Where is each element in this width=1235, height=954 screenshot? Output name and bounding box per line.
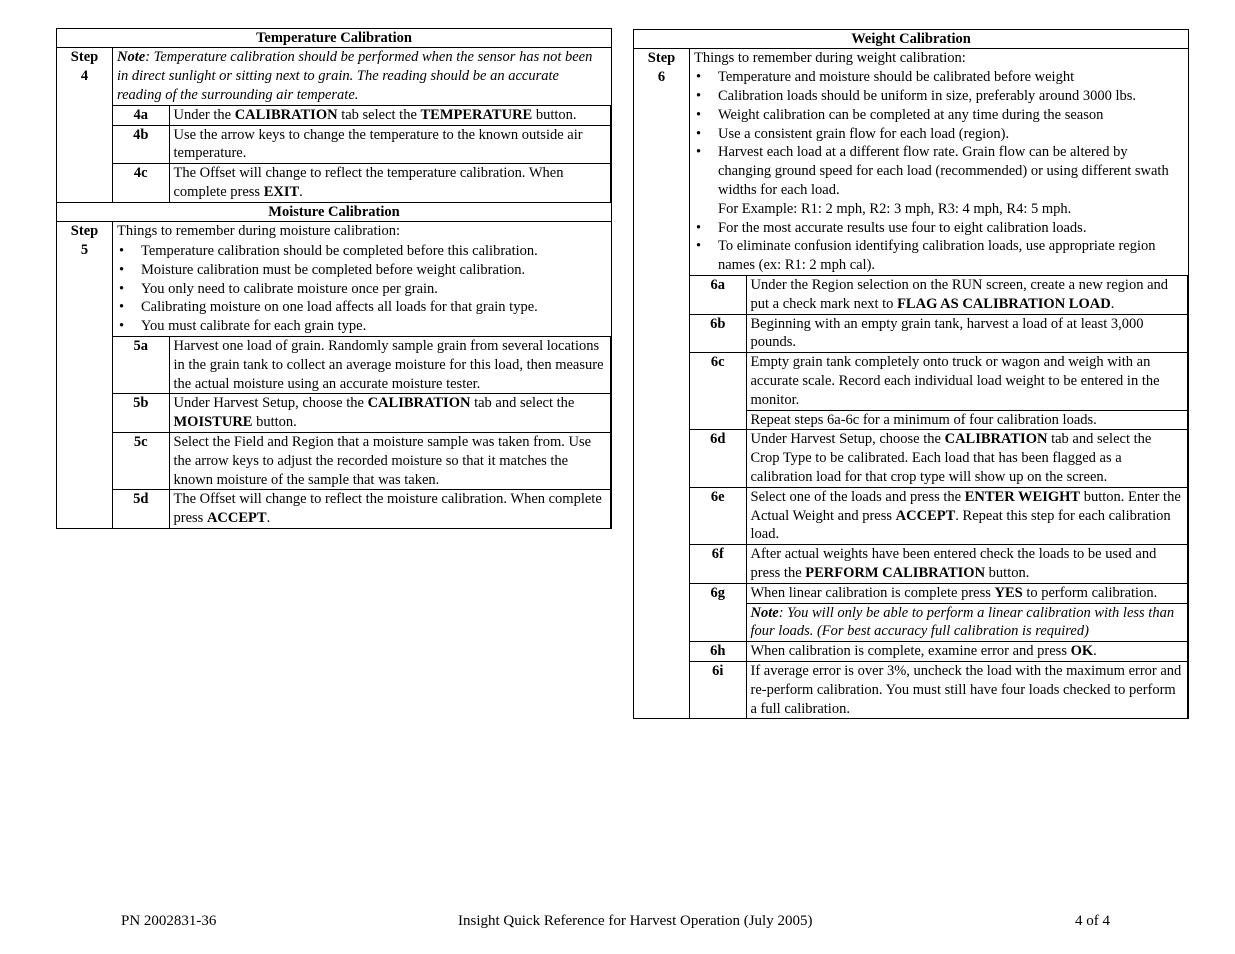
substep-text: When calibration is complete, examine error and press OK. [746,642,1188,662]
bullet-item: • For the most accurate results use four to eight calibration loads. [690,219,1184,238]
bold-term: ACCEPT [206,510,267,527]
step-4-label [57,48,113,202]
substep-extra-text: Repeat steps 6a-6c for a minimum of four calibration loads. [746,410,1188,430]
substep-label: 4c [113,164,169,202]
moisture-calibration-title: Moisture Calibration [57,202,612,221]
bold-term: MOISTURE [173,414,253,431]
substep-row-6d [690,430,1188,487]
bullet-item: • Calibrating moisture on one load affects all loads for that grain type. [113,298,607,317]
bold-term: CALIBRATION [944,431,1048,448]
note-label: Note [117,49,146,66]
example-text: For Example: R1: 2 mph, R2: 3 mph, R3: 4 mph, R4: 5 mph. [718,200,1072,217]
note-text: : Temperature calibration should be performed when the sensor has not been in direct sunlight or sitting next to grain. The reading should be an accurate reading of the surrounding air temperate. [117,49,593,103]
bold-term: CALIBRATION [367,395,471,412]
substep-text: Beginning with an empty grain tank, harvest a load of at least 3,000 pounds. [746,314,1188,353]
substep-row-6e [690,487,1188,544]
substep-text: The Offset will change to reflect the moisture calibration. When complete press ACCEPT. [169,490,611,528]
moisture-substeps [113,336,611,528]
bullet-item: • Temperature and moisture should be calibrated before weight [690,68,1184,87]
substep-label: 5a [113,336,169,393]
step-4-text: Step 4 [70,49,99,85]
bullet-item: • To eliminate confusion identifying calibration loads, use appropriate region names (ex: R1: 2 mph cal). [690,237,1184,275]
substep-label: 6f [690,545,746,584]
bold-term: PERFORM CALIBRATION [805,564,986,581]
bold-term: TEMPERATURE [420,106,533,123]
substep-text: Under Harvest Setup, choose the CALIBRATION tab and select the MOISTURE button. [169,394,611,433]
substep-label: 6g [690,583,746,641]
bold-term: FLAG AS CALIBRATION LOAD [897,295,1111,312]
temperature-note [113,48,611,104]
bullet-item: • Use a consistent grain flow for each load (region). [690,125,1184,144]
substep-label: 6h [690,642,746,662]
substep-row-6b [690,314,1188,353]
weight-bullet-list [690,68,1188,275]
substep-text: Use the arrow keys to change the temperature to the known outside air temperature. [169,125,611,164]
substep-note: Note: You will only be able to perform a linear calibration with less than four loads. (For best accuracy full calibration is required) [746,603,1188,642]
weight-table [633,29,1189,719]
substep-text: Harvest one load of grain. Randomly sample grain from several locations in the grain tank to collect an average moisture for this load, then measure the actual moisture using an accurate moisture tester. [169,336,611,393]
step-5-text: Step 5 [70,223,99,258]
substep-text: Under the CALIBRATION tab select the TEMPERATURE button. [169,105,611,125]
substep-row-6a [690,275,1188,314]
step-6-text: Step 6 [647,50,676,86]
substep-label: 5c [113,432,169,489]
substep-text: If average error is over 3%, uncheck the load with the maximum error and re-perform calibration. You must still have four loads checked to perform a full calibration. [746,661,1188,718]
step-5-label [57,222,113,529]
bold-term: ACCEPT [895,507,956,524]
substep-row-5d [113,490,611,528]
bold-term: EXIT [263,183,300,200]
substep-row-6i [690,661,1188,718]
temperature-moisture-table [56,28,612,529]
substep-row-4b [113,125,611,164]
substep-text: When linear calibration is complete press YES to perform calibration. [746,583,1188,603]
weight-intro: Things to remember during weight calibration: [694,50,966,67]
moisture-intro: Things to remember during moisture calibration: [117,223,401,240]
substep-label: 6d [690,430,746,487]
footer-doc-title: Insight Quick Reference for Harvest Operation (July 2005) [458,913,813,929]
substep-text: Under the Region selection on the RUN screen, create a new region and put a check mark next to FLAG AS CALIBRATION LOAD. [746,275,1188,314]
bullet-item: • Weight calibration can be completed at any time during the season [690,106,1184,125]
substep-row-5b [113,394,611,433]
substep-text: Select the Field and Region that a moisture sample was taken from. Use the arrow keys to adjust the recorded moisture so that it matches the known moisture of the sample that was taken. [169,432,611,489]
substep-row-5a [113,336,611,393]
substep-label: 6a [690,275,746,314]
step-6-label [634,49,690,719]
bold-term: CALIBRATION [234,106,338,123]
weight-calibration-title: Weight Calibration [634,30,1189,49]
bold-term: OK [1070,643,1094,660]
weight-substeps [690,275,1188,718]
footer-page-number: 4 of 4 [1075,913,1110,929]
note-label: Note [750,604,779,621]
substep-text: The Offset will change to reflect the temperature calibration. When complete press EXIT. [169,164,611,202]
moisture-bullet-list [113,242,611,336]
substep-label: 6c [690,353,746,430]
substep-label: 6b [690,314,746,353]
bullet-item: • You only need to calibrate moisture once per grain. [113,280,607,299]
bullet-item: • Temperature calibration should be completed before this calibration. [113,242,607,261]
substep-text: After actual weights have been entered check the loads to be used and press the PERFORM CALIBRATION button. [746,545,1188,584]
substep-text: Empty grain tank completely onto truck or wagon and weigh with an accurate scale. Record each individual load weight to be entered in the monitor. [746,353,1188,410]
substep-label: 4b [113,125,169,164]
bold-term: ENTER WEIGHT [964,488,1081,505]
bullet-item: • You must calibrate for each grain type. [113,317,607,336]
footer-part-number: PN 2002831-36 [121,913,217,929]
substep-row-6f [690,545,1188,584]
substep-row-4c [113,164,611,202]
substep-row-5c [113,432,611,489]
substep-text: Select one of the loads and press the ENTER WEIGHT button. Enter the Actual Weight and press ACCEPT. Repeat this step for each calibration load. [746,487,1188,544]
substep-label: 4a [113,105,169,125]
substep-text: Under Harvest Setup, choose the CALIBRATION tab and select the Crop Type to be calibrated. Each load that has been flagged as a calibration load for that crop type will show up on the screen. [746,430,1188,487]
temperature-calibration-title: Temperature Calibration [57,29,612,48]
substep-row-6c [690,353,1188,410]
substep-row-6h [690,642,1188,662]
temperature-substeps [113,105,611,202]
substep-label: 5b [113,394,169,433]
substep-row-4a [113,105,611,125]
bullet-item: • Moisture calibration must be completed before weight calibration. [113,261,607,280]
bold-term: YES [994,584,1023,601]
substep-label: 6i [690,661,746,718]
bullet-item: • Harvest each load at a different flow rate. Grain flow can be altered by changing ground speed for each load (recommended) or using different swath widths for each load. For Example: R1: 2 mph, R2: 3 mph, R3: 4 mph, R4: 5 mph. [690,143,1184,218]
substep-row-6g [690,583,1188,603]
bullet-item: • Calibration loads should be uniform in size, preferably around 3000 lbs. [690,87,1184,106]
substep-label: 5d [113,490,169,528]
substep-label: 6e [690,487,746,544]
